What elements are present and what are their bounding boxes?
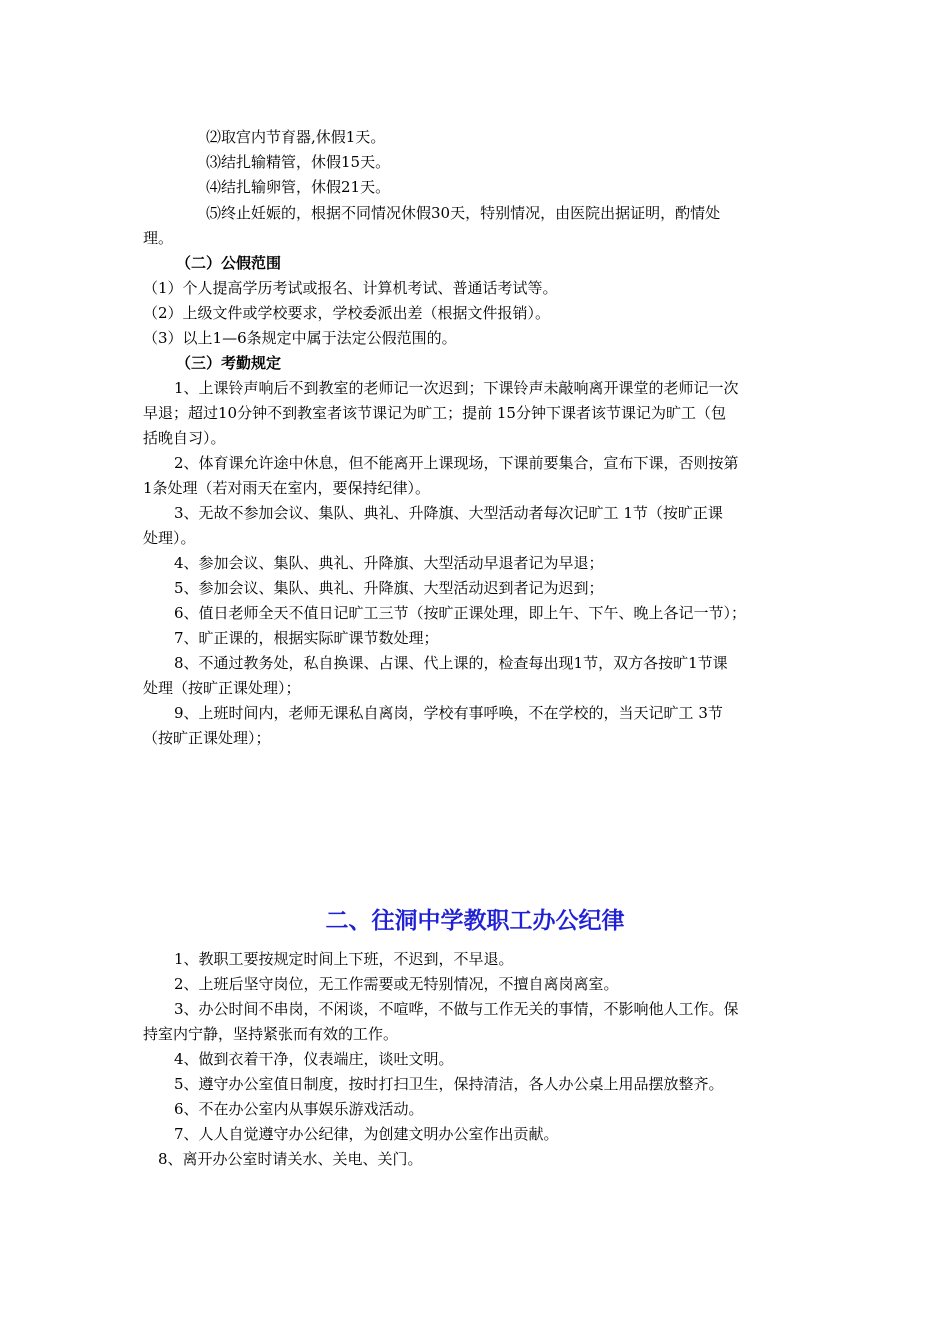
attendance-line: 早退；超过10分钟不到教室者该节课记为旷工；提前 15分钟下课者该节课记为旷工（包 (143, 404, 726, 422)
attendance-line: 9、上班时间内，老师无课私自离岗，学校有事呼唤，不在学校的，当天记旷工 3节 (174, 704, 723, 722)
attendance-line: （按旷正课处理）； (143, 729, 271, 747)
leave-item: ⑶结扎输精管，休假15天。 (206, 153, 391, 171)
leave-item: ⑷结扎输卵管，休假21天。 (206, 178, 391, 196)
leave-item: ⑵取宫内节育器,休假1天。 (206, 128, 386, 146)
public-leave-item: （1）个人提高学历考试或报名、计算机考试、普通话考试等。 (143, 279, 558, 297)
public-leave-item: （2）上级文件或学校要求，学校委派出差（根据文件报销）。 (143, 304, 551, 322)
leave-item: ⑸终止妊娠的，根据不同情况休假30天，特别情况，由医院出据证明，酌情处 (206, 204, 721, 222)
office-rule-continuation: 持室内宁静，坚持紧张而有效的工作。 (143, 1025, 399, 1043)
office-rule: 4、做到衣着干净，仪表端庄，谈吐文明。 (174, 1050, 454, 1068)
attendance-line: 6、值日老师全天不值日记旷工三节（按旷正课处理，即上午、下午、晚上各记一节）； (174, 604, 747, 622)
attendance-line: 处理）。 (143, 529, 196, 547)
office-rule: 1、教职工要按规定时间上下班，不迟到，不早退。 (174, 950, 514, 968)
attendance-line: 1、上课铃声响后不到教室的老师记一次迟到；下课铃声未敲响离开课堂的老师记一次 (174, 379, 739, 397)
public-leave-heading: （二）公假范围 (176, 254, 282, 272)
office-rule: 5、遵守办公室值日制度，按时打扫卫生，保持清洁，各人办公桌上用品摆放整齐。 (174, 1075, 724, 1093)
section-title: 二、往洞中学教职工办公纪律 (325, 908, 625, 934)
attendance-line: 1条处理（若对雨天在室内，要保持纪律）。 (143, 479, 431, 497)
attendance-line: 7、旷正课的，根据实际旷课节数处理； (174, 629, 439, 647)
office-rule: 6、不在办公室内从事娱乐游戏活动。 (174, 1100, 424, 1118)
attendance-line: 3、无故不参加会议、集队、典礼、升降旗、大型活动者每次记旷工 1节（按旷正课 (174, 504, 723, 522)
attendance-heading: （三）考勤规定 (176, 354, 282, 372)
office-rule: 3、办公时间不串岗，不闲谈，不喧哗，不做与工作无关的事情，不影响他人工作。保 (174, 1000, 739, 1018)
attendance-line: 4、参加会议、集队、典礼、升降旗、大型活动早退者记为早退； (174, 554, 604, 572)
attendance-line: 8、不通过教务处，私自换课、占课、代上课的，检查每出现1节，双方各按旷1节课 (174, 654, 728, 672)
attendance-line: 2、体育课允许途中休息，但不能离开上课现场，下课前要集合，宣布下课，否则按第 (174, 454, 739, 472)
leave-item-continuation: 理。 (143, 229, 174, 247)
office-rule: 2、上班后坚守岗位，无工作需要或无特别情况，不擅自离岗离室。 (174, 975, 619, 993)
office-rule: 7、人人自觉遵守办公纪律，为创建文明办公室作出贡献。 (174, 1125, 559, 1143)
office-rule: 8、离开办公室时请关水、关电、关门。 (158, 1150, 423, 1168)
attendance-line: 括晚自习）。 (143, 429, 226, 447)
attendance-line: 5、参加会议、集队、典礼、升降旗、大型活动迟到者记为迟到； (174, 579, 604, 597)
public-leave-item: （3）以上1—6条规定中属于法定公假范围的。 (143, 329, 457, 347)
attendance-line: 处理（按旷正课处理）； (143, 679, 301, 697)
